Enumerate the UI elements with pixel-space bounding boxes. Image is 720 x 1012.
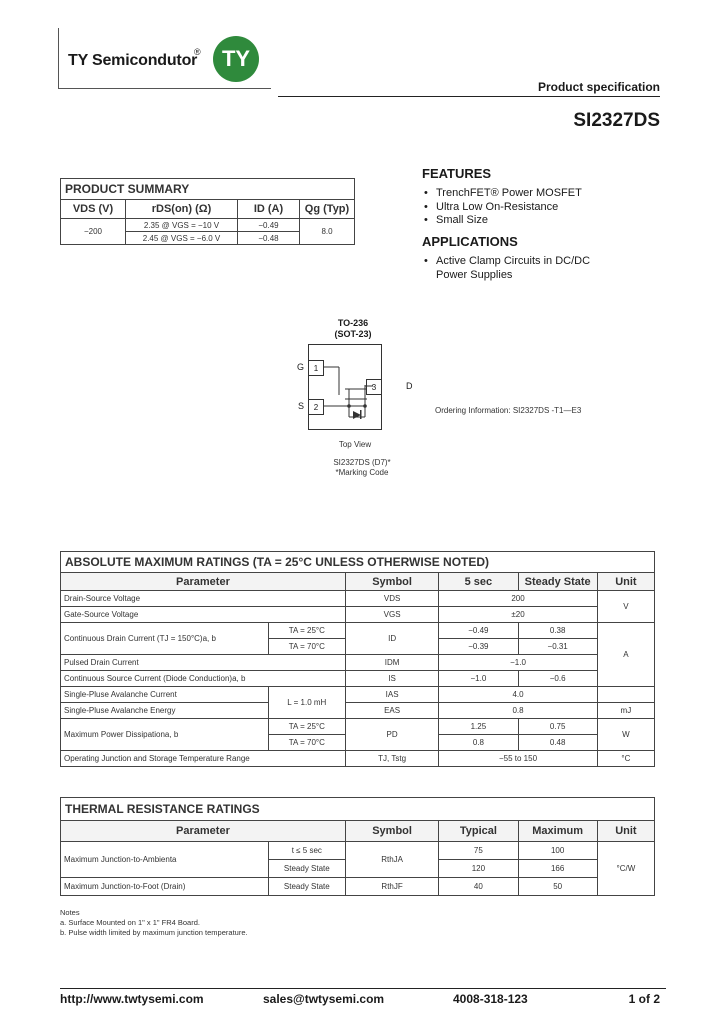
condition-cell: Steady State (268, 860, 345, 878)
notes-title: Notes (60, 908, 80, 917)
footer-divider (60, 988, 666, 989)
param-cell: Operating Junction and Storage Temperature Range (61, 751, 346, 767)
note-b: b. Pulse width limited by maximum junction temperature. (60, 928, 248, 937)
product-summary-title: PRODUCT SUMMARY (61, 179, 355, 200)
registered-mark: ® (194, 47, 201, 57)
page-number: 1 of 2 (628, 992, 660, 1006)
value-cell: 50 (518, 878, 597, 896)
value-cell: 200 (439, 591, 598, 607)
col-id: ID (A) (238, 200, 300, 219)
symbol-cell: VDS (345, 591, 438, 607)
value-cell: 120 (439, 860, 518, 878)
footer-website-link[interactable]: http://www.twtysemi.com (60, 992, 204, 1006)
col-symbol: Symbol (345, 821, 438, 842)
value-cell: 0.75 (518, 719, 597, 735)
table-row (61, 878, 655, 896)
table-row (61, 842, 655, 860)
features-heading: FEATURES (422, 166, 492, 181)
value-cell: 0.48 (518, 735, 597, 751)
package-name: TO-236 (337, 318, 369, 328)
pin-3: 3 (366, 379, 382, 395)
condition-cell: TA = 70°C (268, 639, 345, 655)
vds-value: −200 (61, 219, 126, 245)
absolute-maximum-ratings-table (60, 551, 655, 767)
value-cell: −0.49 (439, 623, 518, 639)
list-item: • TrenchFET® Power MOSFET (436, 187, 655, 201)
pin-label-source: S (298, 401, 305, 411)
table-row (61, 623, 655, 639)
condition-cell: TA = 25°C (268, 719, 345, 735)
id-value: −0.49 (238, 219, 300, 232)
param-cell: Maximum Junction-to-Ambienta (61, 842, 269, 878)
qg-value: 8.0 (300, 219, 355, 245)
value-cell: 0.8 (439, 703, 598, 719)
symbol-cell: VGS (345, 607, 438, 623)
ordering-information: Ordering Information: SI2327DS -T1—E3 (435, 406, 582, 415)
pin-label-gate: G (297, 362, 305, 372)
part-number: SI2327DS (573, 110, 660, 131)
top-view-caption: Top View (338, 440, 372, 449)
list-item: • Active Clamp Circuits in DC/DC Power Supplies (436, 255, 623, 282)
table-row (61, 719, 655, 735)
unit-cell: A (597, 623, 654, 687)
col-unit: Unit (597, 573, 654, 591)
abs-max-title: ABSOLUTE MAXIMUM RATINGS (TA = 25°C UNLESS OTHERWISE NOTED) (61, 552, 655, 573)
param-cell: Gate-Source Voltage (61, 607, 346, 623)
value-cell: 0.8 (439, 735, 518, 751)
list-item: • Ultra Low On-Resistance (436, 201, 655, 215)
col-parameter: Parameter (61, 573, 346, 591)
value-cell: 4.0 (439, 687, 598, 703)
col-typical: Typical (439, 821, 518, 842)
ty-logo: TY (213, 36, 259, 82)
col-qg: Qg (Typ) (300, 200, 355, 219)
col-parameter: Parameter (61, 821, 346, 842)
pin-1: 1 (308, 360, 324, 376)
notes (60, 908, 248, 938)
pin-label-drain: D (406, 381, 413, 391)
symbol-cell: IS (345, 671, 438, 687)
value-cell: −1.0 (439, 671, 518, 687)
footer-email-link[interactable]: sales@twtysemi.com (263, 992, 385, 1006)
col-unit: Unit (597, 821, 654, 842)
param-cell: Maximum Junction-to-Foot (Drain) (61, 878, 269, 896)
table-row (61, 655, 655, 671)
package-title (318, 318, 388, 340)
unit-cell: W (597, 719, 654, 751)
unit-cell: °C (597, 751, 654, 767)
symbol-cell: TJ, Tstg (345, 751, 438, 767)
thermal-title: THERMAL RESISTANCE RATINGS (61, 798, 655, 821)
package-alias: (SOT-23) (334, 329, 372, 339)
note-a: a. Surface Mounted on 1" x 1" FR4 Board. (60, 918, 200, 927)
table-row (61, 607, 655, 623)
value-cell: 40 (439, 878, 518, 896)
table-row (61, 751, 655, 767)
condition-cell: TA = 70°C (268, 735, 345, 751)
symbol-cell: EAS (345, 703, 438, 719)
footer-phone: 4008-318-123 (453, 992, 528, 1006)
symbol-cell: RthJA (345, 842, 438, 878)
param-cell: Single-Pluse Avalanche Current (61, 687, 269, 703)
list-item: • Small Size (436, 214, 655, 228)
condition-cell: TA = 25°C (268, 623, 345, 639)
col-vds: VDS (V) (61, 200, 126, 219)
marking-code: SI2327DS (D7)* (333, 458, 391, 467)
mosfet-symbol-icon (309, 345, 381, 429)
col-rds: rDS(on) (Ω) (126, 200, 238, 219)
value-cell: −0.39 (439, 639, 518, 655)
thermal-resistance-table (60, 797, 655, 896)
symbol-cell: RthJF (345, 878, 438, 896)
header-divider (278, 96, 660, 97)
rds-value: 2.45 @ VGS = −6.0 V (126, 232, 238, 245)
applications-heading: APPLICATIONS (422, 234, 518, 249)
brand-name: TY Semicondutor (68, 52, 198, 69)
pin-2: 2 (308, 399, 324, 415)
symbol-cell: IAS (345, 687, 438, 703)
unit-cell: V (597, 591, 654, 623)
value-cell: 1.25 (439, 719, 518, 735)
unit-cell: mJ (597, 703, 654, 719)
value-cell: 100 (518, 842, 597, 860)
sot23-package (308, 344, 382, 430)
table-row (61, 703, 655, 719)
value-cell: 75 (439, 842, 518, 860)
condition-cell: L = 1.0 mH (268, 687, 345, 719)
value-cell: 166 (518, 860, 597, 878)
marking-code-note: *Marking Code (335, 468, 389, 477)
marking-code-caption (312, 458, 412, 478)
value-cell: −0.6 (518, 671, 597, 687)
col-symbol: Symbol (345, 573, 438, 591)
value-cell: −0.31 (518, 639, 597, 655)
table-row (61, 671, 655, 687)
product-specification-label: Product specification (537, 80, 660, 94)
value-cell: ±20 (439, 607, 598, 623)
param-cell: Continuous Drain Current (TJ = 150°C)a, b (61, 623, 269, 655)
value-cell: −55 to 150 (439, 751, 598, 767)
unit-cell (597, 687, 654, 703)
features-list (423, 187, 655, 228)
symbol-cell: PD (345, 719, 438, 751)
param-cell: Continuous Source Current (Diode Conduction)a, b (61, 671, 346, 687)
param-cell: Single-Pluse Avalanche Energy (61, 703, 269, 719)
symbol-cell: IDM (345, 655, 438, 671)
symbol-cell: ID (345, 623, 438, 655)
param-cell: Drain-Source Voltage (61, 591, 346, 607)
table-row (61, 591, 655, 607)
rds-value: 2.35 @ VGS = −10 V (126, 219, 238, 232)
id-value: −0.48 (238, 232, 300, 245)
condition-cell: t ≤ 5 sec (268, 842, 345, 860)
unit-cell: °C/W (597, 842, 654, 896)
table-row (61, 687, 655, 703)
param-cell: Pulsed Drain Current (61, 655, 346, 671)
value-cell: 0.38 (518, 623, 597, 639)
col-5sec: 5 sec (439, 573, 518, 591)
applications-list (423, 255, 623, 282)
col-steady-state: Steady State (518, 573, 597, 591)
col-maximum: Maximum (518, 821, 597, 842)
condition-cell: Steady State (268, 878, 345, 896)
product-summary-table (60, 178, 355, 245)
param-cell: Maximum Power Dissipationa, b (61, 719, 269, 751)
value-cell: −1.0 (439, 655, 598, 671)
